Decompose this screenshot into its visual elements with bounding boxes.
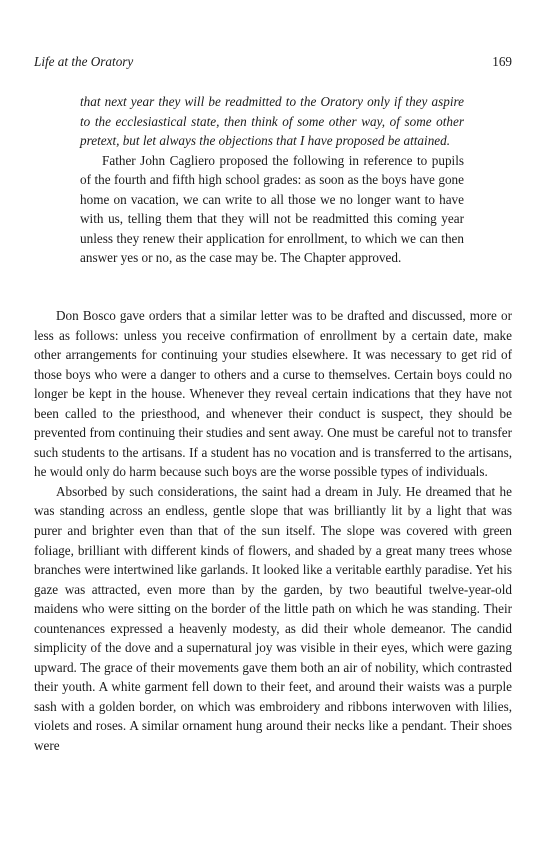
body-paragraph-1: Don Bosco gave orders that a similar letter was to be drafted and discussed, more or less as follows: unless you receive confirmation of enrollment by a certain date, make other arrangements for continuing your studies elsewhere. It was necessary to get rid of those boys who were a danger to others and a curse to themselves. Certain boys could no longer be kept in the house. Whenever they reveal certain indications that they have not been called to the priesthood, and whenever their conduct is suspect, they should be prevented from continuing their studies and sent away. One must be careful not to transfer such students to the artisans. If a student has no vocation and is transferred to the artisans, he would only do harm because such boys are the worse possible types of individuals. xyxy=(34,308,512,480)
main-text xyxy=(34,306,512,756)
running-title: Life at the Oratory xyxy=(34,54,134,69)
running-head xyxy=(34,52,512,72)
body-paragraph-2: Absorbed by such considerations, the saint had a dream in July. He dreamed that he was standing across an endless, gentle slope that was brilliantly lit by a light that was purer and brighter even than that of the sun itself. The slope was covered with green foliage, brilliant with different kinds of flowers, and shaded by a great many trees whose branches were intertwined like garlands. It looked like a veritable earthly paradise. Yet his gaze was attracted, even more than by the garden, by two beautiful twelve-year-old maidens who were sitting on the border of the little path on which he was standing. Their countenances expressed a heavenly modesty, as did their whole demeanor. The candid simplicity of the dove and a supernatural joy was visible in their eyes, which were gazing upward. The grace of their movements gave them both an air of nobility, which contrasted their youth. A white garment fell down to their feet, and around their waists was a purple sash with a golden border, on which was embroidery and ribbons interwoven with lilies, violets and roses. A similar ornament hung around their necks like a pendant. Their shoes were xyxy=(34,483,512,754)
quote-cagliero-paragraph: Father John Cagliero proposed the following in reference to pupils of the fourth and fifth high school grades: as soon as the boys have gone home on vacation, we can write to all those we no longer want to have with us, telling them that they will not be readmitted this coming year unless they renew their application for enrollment, to which we can then answer yes or no, as the case may be. The Chapter approved. xyxy=(80,152,464,266)
quoted-passage xyxy=(80,92,464,268)
page-number: 169 xyxy=(492,54,512,69)
quote-italic-paragraph: that next year they will be readmitted to the Oratory only if they aspire to the ecclesiastical state, then think of some other way, of some other pretext, but let always the objections that I have proposed be attained. xyxy=(80,94,464,149)
